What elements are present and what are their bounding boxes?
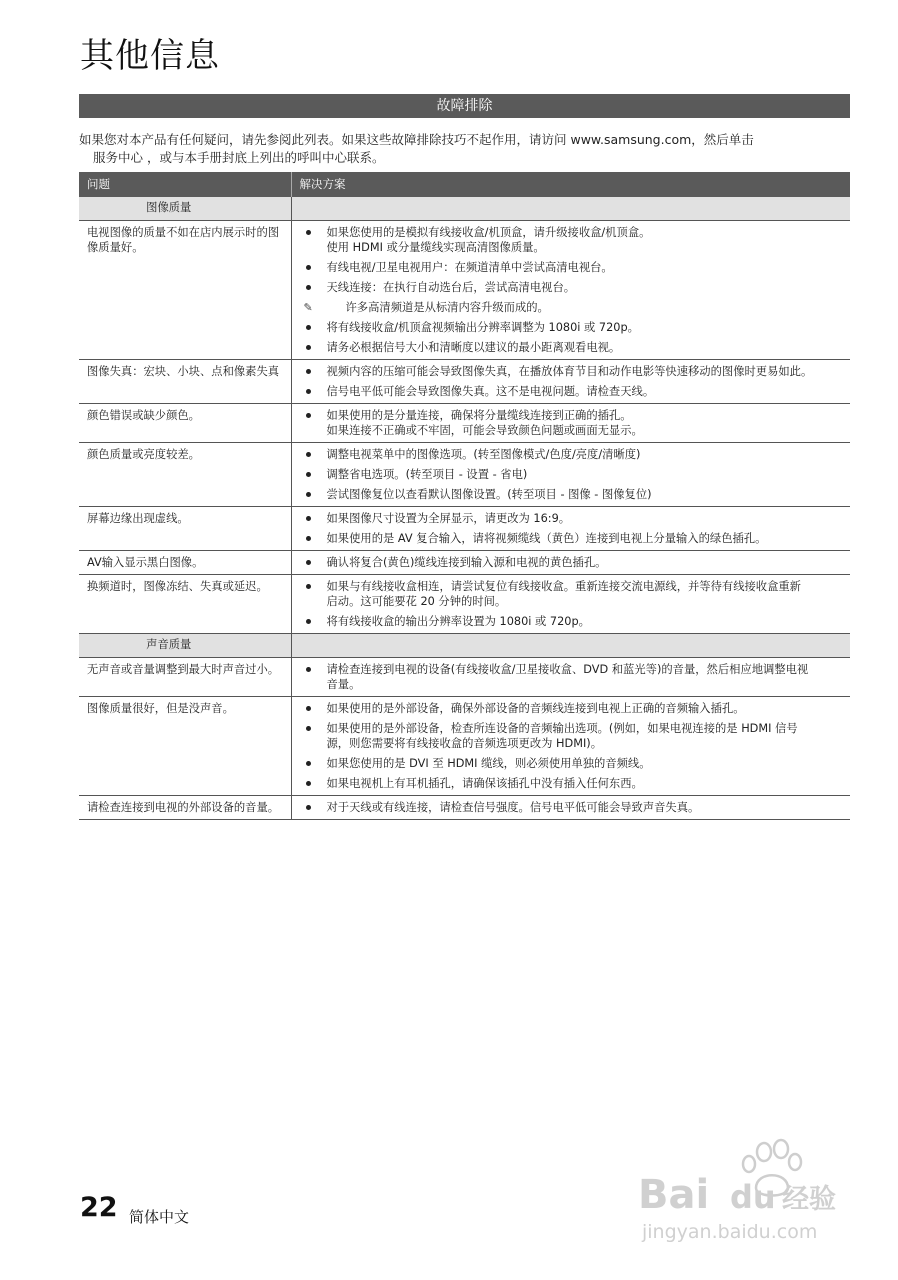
solution-text: 确认将复合(黄色)缆线连接到输入源和电视的黄色插孔。 — [326, 556, 607, 569]
bullet-icon — [306, 560, 311, 565]
solution-text-continued: 如果连接不正确或不牢固，可能会导致颜色问题或画面无显示。 — [326, 424, 643, 437]
table-row — [79, 507, 850, 551]
bullet-icon — [306, 472, 311, 477]
solution-text: 如果与有线接收盒相连，请尝试复位有线接收盒。重新连接交流电源线，并等待有线接收盒重新 — [326, 580, 801, 593]
solution-item — [302, 260, 845, 275]
solution-cell — [291, 221, 850, 360]
bullet-icon — [306, 452, 311, 457]
bullet-icon — [306, 619, 311, 624]
sound-quality-section — [79, 634, 850, 820]
problem-cell: 请检查连接到电视的外部设备的音量。 — [79, 796, 291, 820]
svg-text:经验: 经验 — [782, 1184, 836, 1215]
solution-cell — [291, 697, 850, 796]
solution-cell — [291, 658, 850, 697]
solution-text: 尝试图像复位以查看默认图像设置。(转至项目 - 图像 - 图像复位) — [326, 488, 652, 501]
category-label-picture: 图像质量 — [79, 197, 291, 221]
picture-quality-section — [79, 197, 850, 634]
solution-item — [302, 555, 845, 570]
problem-cell: 图像质量很好，但是没声音。 — [79, 697, 291, 796]
solution-item — [302, 662, 845, 692]
solution-item — [302, 364, 845, 379]
bullet-icon — [306, 285, 311, 290]
category-row-picture — [79, 197, 850, 221]
problem-cell: AV输入显示黑白图像。 — [79, 551, 291, 575]
solution-item — [302, 447, 845, 462]
solution-text: 请务必根据信号大小和清晰度以建议的最小距离观看电视。 — [326, 341, 621, 354]
bullet-icon — [306, 413, 311, 418]
table-row — [79, 796, 850, 820]
baidu-jingyan-watermark — [636, 1138, 841, 1246]
bullet-icon — [306, 726, 311, 731]
solution-text: 信号电平低可能会导致图像失真。这不是电视问题。请检查天线。 — [326, 385, 655, 398]
footer-language: 简体中文 — [129, 1208, 190, 1226]
solution-text: 调整省电选项。(转至项目 - 设置 - 省电) — [326, 468, 528, 481]
solution-item — [302, 614, 845, 629]
solution-cell — [291, 360, 850, 404]
solution-text: 将有线接收盒的输出分辨率设置为 1080i 或 720p。 — [326, 615, 590, 628]
bullet-icon — [306, 492, 311, 497]
table-row — [79, 443, 850, 507]
solution-item — [302, 340, 845, 355]
solution-text: 如果电视机上有耳机插孔，请确保该插孔中没有插入任何东西。 — [326, 777, 643, 790]
troubleshooting-table — [79, 172, 850, 820]
table-row — [79, 221, 850, 360]
section-title-bar: 故障排除 — [79, 94, 850, 118]
solution-cell — [291, 551, 850, 575]
solution-item — [302, 701, 845, 716]
solution-list — [302, 511, 845, 546]
solution-item — [302, 408, 845, 438]
table-row — [79, 697, 850, 796]
solution-item — [302, 467, 845, 482]
problem-cell: 屏幕边缘出现虚线。 — [79, 507, 291, 551]
solution-text: 如果您使用的是 DVI 至 HDMI 缆线，则必须使用单独的音频线。 — [326, 757, 651, 770]
intro-line-1: 如果您对本产品有任何疑问，请先参阅此列表。如果这些故障排除技巧不起作用，请访问 www.samsung.com，然后单击 — [79, 132, 754, 147]
bullet-icon — [306, 667, 311, 672]
solution-text: 如果使用的是分量连接，确保将分量缆线连接到正确的插孔。 — [326, 409, 632, 422]
table-row — [79, 658, 850, 697]
page-number: 22 — [80, 1192, 118, 1223]
solution-cell — [291, 575, 850, 634]
bullet-icon — [306, 805, 311, 810]
solution-text: 许多高清频道是从标清内容升级而成的。 — [345, 301, 549, 314]
problem-cell: 电视图像的质量不如在店内展示时的图像质量好。 — [79, 221, 291, 360]
solution-list — [302, 225, 845, 355]
solution-list — [302, 662, 845, 692]
category-label-sound: 声音质量 — [79, 634, 291, 658]
table-row — [79, 360, 850, 404]
problem-cell: 颜色质量或亮度较差。 — [79, 443, 291, 507]
col-header-solution: 解决方案 — [291, 172, 850, 197]
table-row — [79, 575, 850, 634]
col-header-problem: 问题 — [79, 172, 291, 197]
solution-cell — [291, 443, 850, 507]
solution-text: 对于天线或有线连接，请检查信号强度。信号电平低可能会导致声音失真。 — [326, 801, 700, 814]
bullet-icon — [306, 516, 311, 521]
bullet-icon — [306, 345, 311, 350]
solution-text: 如果使用的是 AV 复合输入，请将视频缆线（黄色）连接到电视上分量输入的绿色插孔。 — [326, 532, 767, 545]
bullet-icon — [306, 781, 311, 786]
solution-list — [302, 701, 845, 791]
solution-text-continued: 使用 HDMI 或分量缆线实现高清图像质量。 — [326, 241, 545, 254]
solution-cell — [291, 507, 850, 551]
solution-item — [302, 721, 845, 751]
solution-list — [302, 555, 845, 570]
intro-paragraph — [79, 131, 850, 167]
table-row — [79, 551, 850, 575]
solution-text: 如果使用的是外部设备，确保外部设备的音频线连接到电视上正确的音频输入插孔。 — [326, 702, 745, 715]
solution-text: 调整电视菜单中的图像选项。(转至图像模式/色度/亮度/清晰度) — [326, 448, 641, 461]
category-row-sound — [79, 634, 850, 658]
solution-text: 如果使用的是外部设备，检查所连设备的音频输出选项。(例如，如果电视连接的是 HDMI 信号 — [326, 722, 798, 735]
bullet-icon — [306, 369, 311, 374]
solution-item — [302, 511, 845, 526]
solution-text: 视频内容的压缩可能会导致图像失真，在播放体育节目和动作电影等快速移动的图像时更易如此。 — [326, 365, 813, 378]
solution-text: 有线电视/卫星电视用户：在频道清单中尝试高清电视台。 — [326, 261, 613, 274]
solution-item — [302, 776, 845, 791]
solution-list — [302, 364, 845, 399]
page-title: 其他信息 — [80, 36, 220, 76]
solution-item — [302, 225, 845, 255]
bullet-icon — [306, 761, 311, 766]
bullet-icon — [306, 230, 311, 235]
svg-text:jingyan.baidu.com: jingyan.baidu.com — [642, 1221, 818, 1243]
problem-cell: 图像失真：宏块、小块、点和像素失真 — [79, 360, 291, 404]
solution-list — [302, 579, 845, 629]
solution-list — [302, 800, 845, 815]
note-item — [302, 300, 845, 315]
solution-list — [302, 408, 845, 438]
solution-item — [302, 756, 845, 771]
solution-text: 如果您使用的是模拟有线接收盒/机顶盒，请升级接收盒/机顶盒。 — [326, 226, 651, 239]
solution-item — [302, 320, 845, 335]
solution-text-continued: 启动。这可能要花 20 分钟的时间。 — [326, 595, 507, 608]
table-row — [79, 404, 850, 443]
solution-text: 天线连接：在执行自动选台后，尝试高清电视台。 — [326, 281, 576, 294]
bullet-icon — [306, 536, 311, 541]
solution-item — [302, 531, 845, 546]
solution-text: 如果图像尺寸设置为全屏显示，请更改为 16:9。 — [326, 512, 571, 525]
solution-item — [302, 384, 845, 399]
solution-item — [302, 800, 845, 815]
solution-item — [302, 280, 845, 295]
bullet-icon — [306, 584, 311, 589]
intro-line-2: 服务中心 ，或与本手册封底上列出的呼叫中心联系。 — [93, 150, 385, 165]
table-header-row — [79, 172, 850, 197]
svg-text:Bai: Bai — [638, 1172, 710, 1218]
solution-text-continued: 源，则您需要将有线接收盒的音频选项更改为 HDMI)。 — [326, 737, 603, 750]
solution-cell — [291, 404, 850, 443]
solution-list — [302, 447, 845, 502]
solution-item — [302, 487, 845, 502]
solution-item — [302, 579, 845, 609]
svg-text:du: du — [730, 1178, 776, 1216]
problem-cell: 颜色错误或缺少颜色。 — [79, 404, 291, 443]
problem-cell: 无声音或音量调整到最大时声音过小。 — [79, 658, 291, 697]
bullet-icon — [306, 389, 311, 394]
solution-text: 将有线接收盒/机顶盒视频输出分辨率调整为 1080i 或 720p。 — [326, 321, 639, 334]
bullet-icon — [306, 265, 311, 270]
bullet-icon — [306, 325, 311, 330]
solution-cell — [291, 796, 850, 820]
problem-cell: 换频道时，图像冻结、失真或延迟。 — [79, 575, 291, 634]
note-icon: ✎ — [303, 301, 313, 314]
solution-text: 请检查连接到电视的设备(有线接收盒/卫星接收盒、DVD 和蓝光等)的音量，然后相应地调整电视 — [326, 663, 809, 676]
bullet-icon — [306, 706, 311, 711]
solution-text-continued: 音量。 — [326, 678, 361, 691]
